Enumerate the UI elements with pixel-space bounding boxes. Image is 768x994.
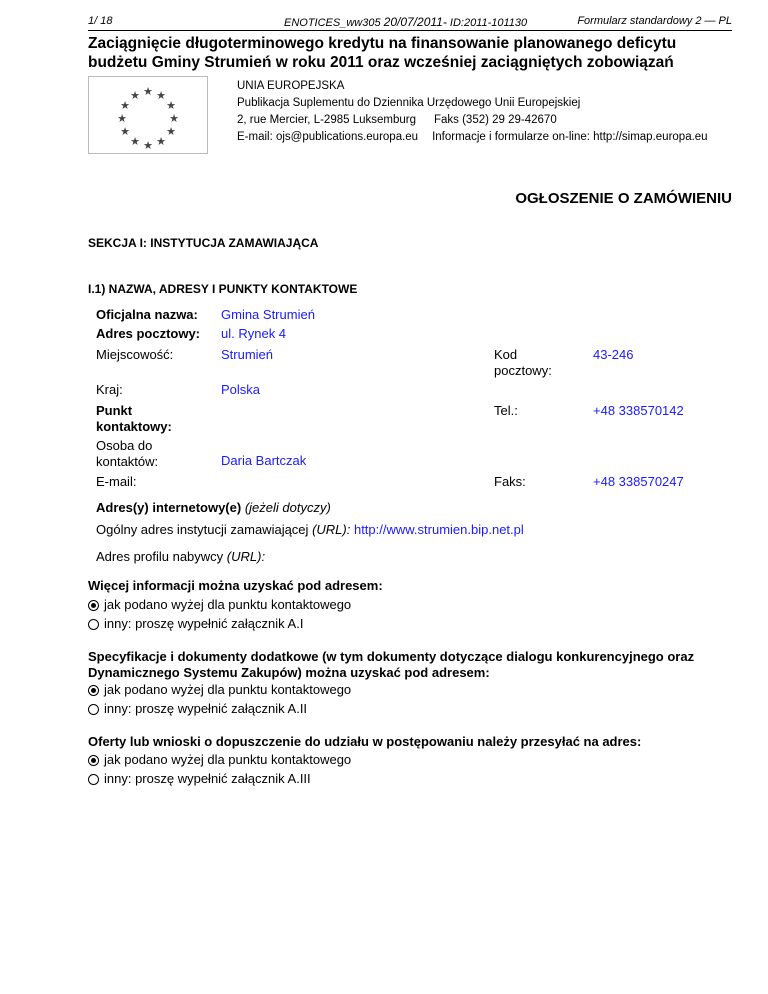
postcode-label-line-1: Kod bbox=[494, 347, 518, 362]
postcode-label-line-2: pocztowy: bbox=[494, 363, 552, 378]
doc-date: 20/07/2011- bbox=[383, 15, 447, 29]
radio-selected-icon[interactable] bbox=[88, 600, 99, 611]
postcode-value: 43-246 bbox=[593, 347, 634, 362]
radio-selected-icon[interactable] bbox=[88, 755, 99, 766]
official-name-label: Oficjalna nazwa: bbox=[96, 307, 198, 322]
specs-option-1-label: jak podano wyżej dla punktu kontaktowego bbox=[104, 682, 352, 697]
contact-point-label-line-1: Punkt bbox=[96, 403, 133, 418]
publisher-email: E-mail: ojs@publications.europa.eu bbox=[237, 131, 419, 143]
offers-option-2[interactable] bbox=[88, 771, 311, 786]
radio-empty-icon[interactable] bbox=[88, 619, 99, 630]
title-line-1: Zaciągnięcie długoterminowego kredytu na finansowanie planowanego deficytu bbox=[88, 35, 677, 52]
general-address-label: Ogólny adres instytucji zamawiającej bbox=[96, 522, 309, 537]
svg-text:★: ★ bbox=[166, 125, 176, 138]
buyer-url-tag: (URL): bbox=[226, 549, 266, 564]
publisher-info bbox=[237, 78, 708, 146]
contact-person-label-line-2: kontaktów: bbox=[96, 454, 159, 469]
tel-value: +48 338570142 bbox=[593, 403, 684, 418]
page-number: 1/ 18 bbox=[88, 15, 113, 27]
country-label: Kraj: bbox=[96, 382, 123, 397]
publisher-fax: Faks (352) 29 29-42670 bbox=[433, 114, 557, 126]
doc-id: ID:2011-101130 bbox=[449, 17, 528, 29]
general-url-tag: (URL): bbox=[312, 522, 351, 537]
page-title bbox=[88, 34, 676, 72]
form-type: Formularz standardowy 2 — PL bbox=[577, 15, 732, 27]
section-heading: SEKCJA I: INSTYTUCJA ZAMAWIAJĄCA bbox=[88, 236, 319, 250]
more-info-heading: Więcej informacji można uzyskać pod adresem: bbox=[88, 578, 383, 593]
general-address-row bbox=[96, 522, 524, 538]
publisher-name: UNIA EUROPEJSKA bbox=[237, 80, 345, 92]
specs-option-2-label: inny: proszę wypełnić załącznik A.II bbox=[104, 701, 308, 716]
internet-heading bbox=[96, 500, 331, 516]
title-line-2: budżetu Gminy Strumień w roku 2011 oraz wcześniej zaciągniętych zobowiązań bbox=[88, 54, 674, 71]
contact-person-label-line-1: Osoba do bbox=[96, 438, 153, 453]
specs-heading-line-2: Dynamicznego Systemu Zakupów) można uzyskać pod adresem: bbox=[88, 665, 490, 680]
publisher-office: Publikacja Suplementu do Dziennika Urzędowego Unii Europejskiej bbox=[237, 97, 581, 109]
radio-selected-icon[interactable] bbox=[88, 685, 99, 696]
postcode-label bbox=[494, 347, 552, 379]
subsection-heading: I.1) NAZWA, ADRESY I PUNKTY KONTAKTOWE bbox=[88, 282, 358, 296]
notice-title: OGŁOSZENIE O ZAMÓWIENIU bbox=[515, 190, 732, 207]
svg-text:★: ★ bbox=[117, 112, 127, 125]
internet-heading-text: Adres(y) internetowy(e) bbox=[96, 500, 242, 515]
more-info-option-1-label: jak podano wyżej dla punktu kontaktowego bbox=[104, 597, 352, 612]
svg-text:★: ★ bbox=[166, 99, 176, 112]
contact-person-label bbox=[96, 438, 158, 470]
document-id bbox=[284, 15, 527, 29]
city-value: Strumień bbox=[221, 347, 274, 362]
offers-option-1-label: jak podano wyżej dla punktu kontaktowego bbox=[104, 752, 352, 767]
specs-heading bbox=[88, 649, 694, 681]
contact-person-value: Daria Bartczak bbox=[221, 453, 307, 468]
svg-text:★: ★ bbox=[120, 125, 130, 138]
address-label: Adres pocztowy: bbox=[96, 326, 201, 341]
specs-option-1[interactable] bbox=[88, 682, 351, 697]
doc-prefix: ENOTICES_ww305 bbox=[284, 17, 381, 29]
buyer-profile-label: Adres profilu nabywcy bbox=[96, 549, 224, 564]
buyer-profile-row bbox=[96, 549, 265, 565]
publisher-address-line bbox=[237, 112, 708, 129]
internet-heading-note: (jeżeli dotyczy) bbox=[244, 500, 331, 515]
svg-text:★: ★ bbox=[143, 139, 153, 152]
svg-text:★: ★ bbox=[169, 112, 179, 125]
eu-flag-stars-icon bbox=[88, 76, 208, 154]
svg-text:★: ★ bbox=[120, 99, 130, 112]
contact-point-label bbox=[96, 403, 172, 435]
fax-label: Faks: bbox=[494, 474, 526, 489]
more-info-option-2[interactable] bbox=[88, 616, 303, 631]
official-name-value: Gmina Strumień bbox=[221, 307, 315, 322]
offers-option-1[interactable] bbox=[88, 752, 351, 767]
offers-heading: Oferty lub wnioski o dopuszczenie do udziału w postępowaniu należy przesyłać na adres: bbox=[88, 734, 642, 749]
svg-text:★: ★ bbox=[143, 85, 153, 98]
tel-label: Tel.: bbox=[494, 403, 518, 418]
country-value: Polska bbox=[221, 382, 261, 397]
svg-text:★: ★ bbox=[156, 135, 166, 148]
address-value: ul. Rynek 4 bbox=[221, 326, 287, 341]
more-info-option-1[interactable] bbox=[88, 597, 351, 612]
publisher-address: 2, rue Mercier, L-2985 Luksemburg bbox=[237, 114, 416, 126]
offers-option-2-label: inny: proszę wypełnić załącznik A.III bbox=[104, 771, 311, 786]
header-divider bbox=[88, 30, 732, 31]
fax-value: +48 338570247 bbox=[593, 474, 684, 489]
email-label: E-mail: bbox=[96, 474, 137, 489]
contact-point-label-line-2: kontaktowy: bbox=[96, 419, 172, 434]
svg-text:★: ★ bbox=[156, 89, 166, 102]
general-url-link[interactable]: http://www.strumien.bip.net.pl bbox=[353, 522, 524, 537]
specs-option-2[interactable] bbox=[88, 701, 307, 716]
publisher-online: Informacje i formularze on-line: http://simap.europa.eu bbox=[432, 131, 708, 143]
svg-text:★: ★ bbox=[130, 89, 140, 102]
svg-text:★: ★ bbox=[130, 135, 140, 148]
radio-empty-icon[interactable] bbox=[88, 704, 99, 715]
publisher-contact-line bbox=[237, 129, 708, 146]
radio-empty-icon[interactable] bbox=[88, 774, 99, 785]
specs-heading-line-1: Specyfikacje i dokumenty dodatkowe (w tym dokumenty dotyczące dialogu konkurencyjnego oraz bbox=[88, 649, 695, 664]
more-info-option-2-label: inny: proszę wypełnić załącznik A.I bbox=[104, 616, 304, 631]
city-label: Miejscowość: bbox=[96, 347, 174, 362]
